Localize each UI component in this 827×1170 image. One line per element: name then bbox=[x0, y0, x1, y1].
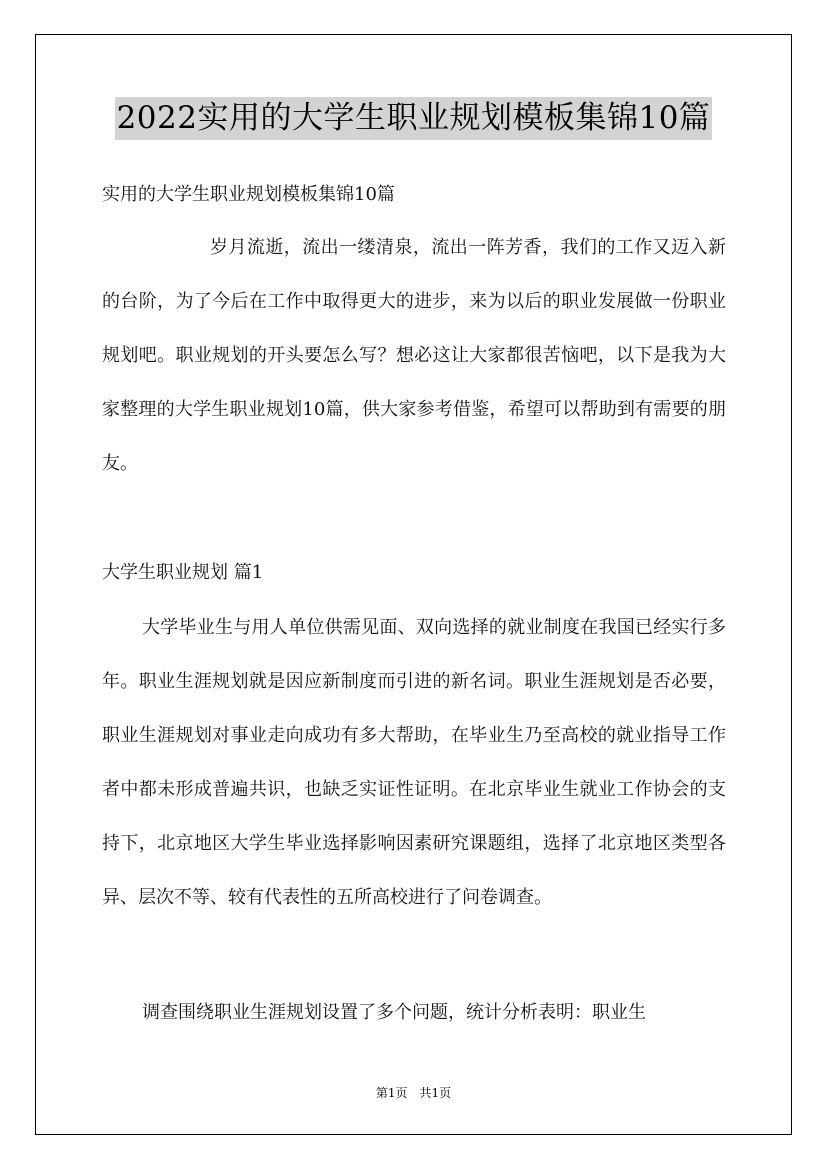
title-container bbox=[0, 97, 827, 140]
section-heading: 大学生职业规划 篇1 bbox=[102, 562, 264, 583]
document-subtitle: 实用的大学生职业规划模板集锦10篇 bbox=[102, 184, 395, 205]
document-title: 2022实用的大学生职业规划模板集锦10篇 bbox=[115, 97, 713, 140]
section-paragraph-2: 调查围绕职业生涯规划设置了多个问题，统计分析表明：职业生 bbox=[142, 1002, 646, 1023]
intro-paragraph: 岁月流逝，流出一缕清泉，流出一阵芳香，我们的工作又迈入新的台阶，为了今后在工作中取得更大的进步，来为以后的职业发展做一份职业规划吧。职业规划的开头要怎么写？想必这让大家都很苦恼吧，以下是我为大家整理的大学生职业规划10篇，供大家参考借鉴，希望可以帮助到有需要的朋友。 bbox=[102, 237, 726, 474]
page-number-footer: 第1页 共1页 bbox=[375, 1086, 452, 1100]
section-paragraph-1: 大学毕业生与用人单位供需见面、双向选择的就业制度在我国已经实行多年。职业生涯规划就是因应新制度而引进的新名词。职业生涯规划是否必要，职业生涯规划对事业走向成功有多大帮助，在毕业生乃至高校的就业指导工作者中都未形成普遍共识，也缺乏实证性证明。在北京毕业生就业工作协会的支持下，北京地区大学生毕业选择影响因素研究课题组，选择了北京地区类型各异、层次不等、较有代表性的五所高校进行了问卷调查。 bbox=[102, 617, 726, 908]
